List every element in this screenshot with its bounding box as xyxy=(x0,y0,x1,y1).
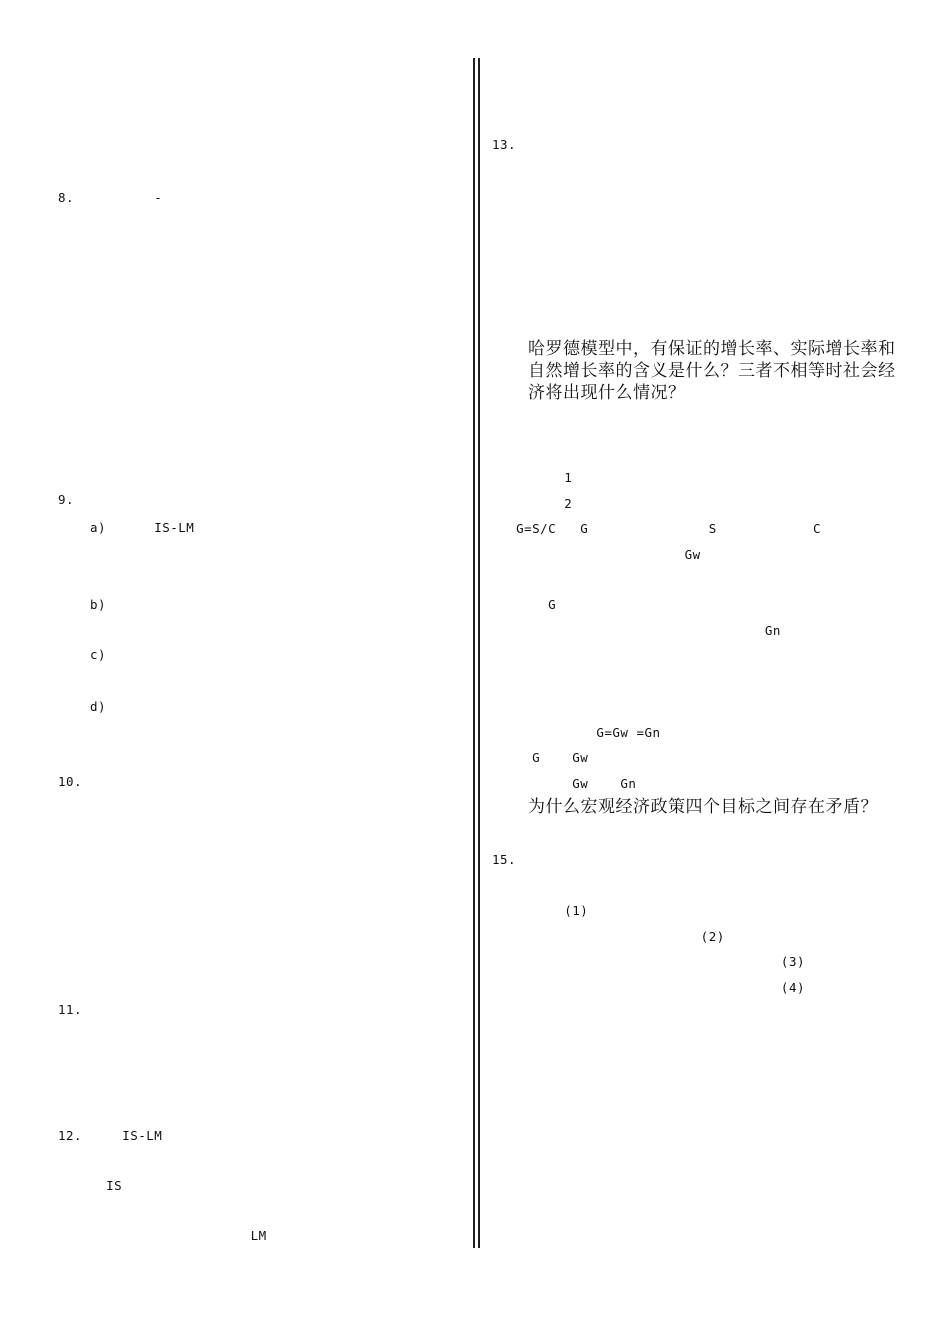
question-12: 12. IS-LM xyxy=(58,1128,163,1143)
question-11: 11. xyxy=(58,1002,83,1017)
text-line: (4) xyxy=(492,980,805,995)
question-10: 10. xyxy=(58,774,83,789)
text-line: G=S/C G S C xyxy=(492,521,822,536)
column-divider-inner xyxy=(478,58,480,1248)
text-line: G=Gw =Gn xyxy=(492,725,661,740)
text-line: IS xyxy=(58,1178,219,1193)
text-line: (1) xyxy=(492,903,589,918)
question-15-heading: 为什么宏观经济政策四个目标之间存在矛盾？ xyxy=(528,797,878,817)
text-line: 15. xyxy=(492,852,517,867)
text-line: Gw xyxy=(492,547,701,562)
text-line: (3) xyxy=(492,954,805,969)
question-9: 9. xyxy=(58,492,75,507)
option-b: b) xyxy=(90,597,107,612)
text-line: 1 xyxy=(492,470,573,485)
option-d: d) xyxy=(90,699,107,714)
text-line: G Gw xyxy=(492,750,589,765)
text-line: (2) xyxy=(492,929,725,944)
option-c: c) xyxy=(90,647,107,662)
question-8: 8. - xyxy=(58,190,163,205)
column-divider xyxy=(473,58,475,1248)
text-line: LM xyxy=(58,1228,267,1243)
question-14-heading: 哈罗德模型中，有保证的增长率、实际增长率和自然增长率的含义是什么？三者不相等时社会经济将出现什么情况？ xyxy=(528,339,896,403)
text-line: G xyxy=(492,597,805,612)
option-a: a) IS-LM xyxy=(90,520,195,535)
text-line: 2 xyxy=(492,496,573,511)
text-line: Gn xyxy=(492,623,781,638)
question-13: 13. xyxy=(492,137,517,152)
text-line: Gw Gn xyxy=(492,776,637,791)
